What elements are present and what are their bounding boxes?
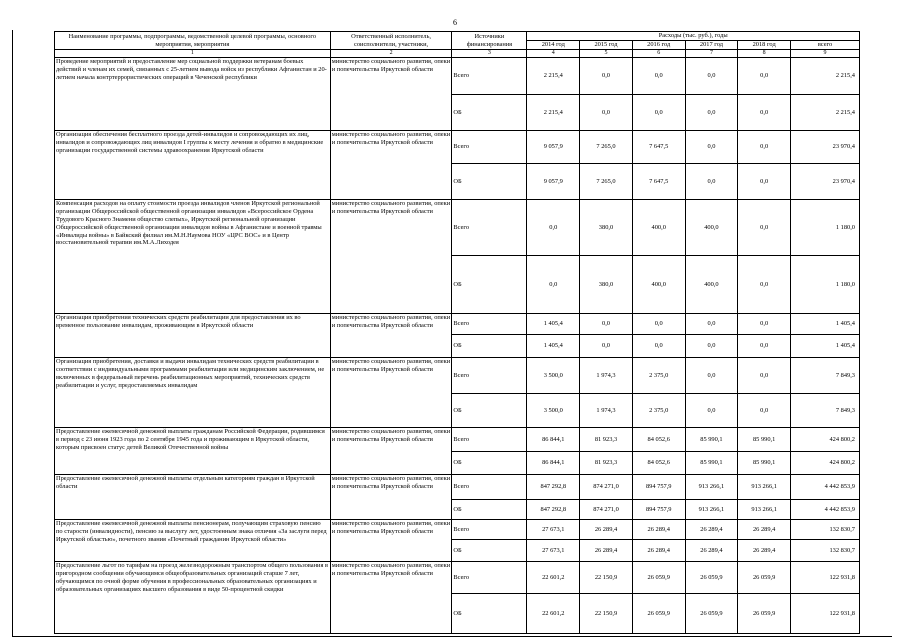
total-value-cell: 122 931,8 [791,562,860,594]
table-row [55,562,860,594]
funding-source-cell: Всего [452,131,527,164]
year-value-cell: 26 289,4 [685,540,738,562]
year-value-cell: 400,0 [632,256,685,314]
executor-cell: министерство социального развития, опеки и попечительства Иркутской области [330,475,452,520]
year-value-cell: 85 990,1 [738,452,791,475]
header-executor: Ответственный исполнитель, соисполнители, участники, [330,32,452,50]
total-value-cell: 2 215,4 [791,58,860,95]
year-value-cell: 0,0 [580,95,633,131]
executor-cell: министерство социального развития, опеки и попечительства Иркутской области [330,131,452,200]
funding-source-cell: ОБ [452,394,527,428]
table-row [55,520,860,540]
year-value-cell: 894 757,9 [632,500,685,520]
year-value-cell: 0,0 [685,95,738,131]
year-value-cell: 0,0 [738,256,791,314]
year-value-cell: 0,0 [685,314,738,335]
year-value-cell: 1 405,4 [527,314,580,335]
funding-source-cell: ОБ [452,500,527,520]
table-row [55,58,860,95]
header-year: 2018 год [738,41,791,50]
year-value-cell: 1 974,3 [580,358,633,394]
column-number: 9 [791,50,860,58]
program-name-cell: Предоставление льгот по тарифам на проезд железнодорожным транспортом общего пользования в пригородном сообщении обучающимся общеобразовательных организаций старше 7 лет, обучающимся по очной форме обучения в профессиональных образовательных организациях и образовательных организациях высшего образования в виде 50-процентной скидки [55,562,331,634]
year-value-cell: 26 289,4 [632,540,685,562]
year-value-cell: 3 500,0 [527,394,580,428]
executor-cell: министерство социального развития, опеки и попечительства Иркутской области [330,562,452,634]
funding-source-cell: Всего [452,475,527,500]
funding-source-cell: ОБ [452,164,527,200]
year-value-cell: 874 271,0 [580,475,633,500]
year-value-cell: 85 990,1 [738,428,791,452]
header-year: 2014 год [527,41,580,50]
year-value-cell: 27 673,1 [527,520,580,540]
year-value-cell: 0,0 [580,335,633,358]
executor-cell: министерство социального развития, опеки и попечительства Иркутской области [330,520,452,562]
program-name-cell: Организация обеспечения бесплатного проезда детей-инвалидов и сопровождающих их лиц, инвалидов и сопровождающих лиц инвалидов I группы к месту лечения и обратно в медицинские организации государственной системы здравоохранения Иркутской области [55,131,331,200]
year-value-cell: 81 923,3 [580,452,633,475]
funding-source-cell: ОБ [452,335,527,358]
total-value-cell: 4 442 853,9 [791,475,860,500]
funding-source-cell: Всего [452,520,527,540]
year-value-cell: 0,0 [738,131,791,164]
year-value-cell: 913 266,1 [738,475,791,500]
page-bottom-line [12,636,892,637]
column-number: 5 [580,50,633,58]
year-value-cell: 0,0 [580,314,633,335]
year-value-cell: 7 647,5 [632,131,685,164]
year-value-cell: 847 292,8 [527,475,580,500]
year-value-cell: 0,0 [685,58,738,95]
total-value-cell: 132 830,7 [791,520,860,540]
year-value-cell: 26 289,4 [580,540,633,562]
year-value-cell: 0,0 [738,164,791,200]
column-number: 7 [685,50,738,58]
year-value-cell: 7 265,0 [580,164,633,200]
year-value-cell: 84 052,6 [632,428,685,452]
funding-source-cell: ОБ [452,256,527,314]
year-value-cell: 0,0 [738,314,791,335]
year-value-cell: 0,0 [738,358,791,394]
funding-source-cell: ОБ [452,95,527,131]
year-value-cell: 81 923,3 [580,428,633,452]
year-value-cell: 86 844,1 [527,428,580,452]
executor-cell: министерство социального развития, опеки и попечительства Иркутской области [330,428,452,475]
funding-source-cell: Всего [452,200,527,256]
year-value-cell: 0,0 [527,256,580,314]
year-value-cell: 7 265,0 [580,131,633,164]
table-row [55,475,860,500]
program-name-cell: Организация приобретения технических средств реабилитации для предоставления их во временное пользование инвалидам, проживающим в Иркутской области [55,314,331,358]
year-value-cell: 22 601,2 [527,562,580,594]
year-value-cell: 26 289,4 [632,520,685,540]
table-row [55,200,860,256]
executor-cell: министерство социального развития, опеки и попечительства Иркутской области [330,358,452,428]
funding-source-cell: Всего [452,314,527,335]
year-value-cell: 9 057,9 [527,164,580,200]
column-number: 4 [527,50,580,58]
year-value-cell: 22 150,9 [580,562,633,594]
total-value-cell: 23 970,4 [791,131,860,164]
year-value-cell: 26 289,4 [738,540,791,562]
column-number: 2 [330,50,452,58]
table-body [55,58,860,634]
year-value-cell: 9 057,9 [527,131,580,164]
year-value-cell: 894 757,9 [632,475,685,500]
program-name-cell: Предоставление ежемесячной денежной выплаты пенсионерам, получающим страховую пенсию по старости (инвалидности), пенсию за выслугу лет, удостоенным знака отличия «За заслуги перед Иркутской областью», почетного звания «Почетный гражданин Иркутской области» [55,520,331,562]
table-row [55,314,860,335]
executor-cell: министерство социального развития, опеки и попечительства Иркутской области [330,200,452,314]
total-value-cell: 1 180,0 [791,200,860,256]
header-program: Наименование программы, подпрограммы, ведомственной целевой программы, основного мероприятия, мероприятия [55,32,331,50]
year-value-cell: 847 292,8 [527,500,580,520]
column-number: 1 [55,50,331,58]
year-value-cell: 84 052,6 [632,452,685,475]
executor-cell: министерство социального развития, опеки и попечительства Иркутской области [330,58,452,131]
funding-source-cell: ОБ [452,452,527,475]
year-value-cell: 26 289,4 [738,520,791,540]
year-value-cell: 913 266,1 [685,475,738,500]
year-value-cell: 0,0 [685,358,738,394]
total-value-cell: 23 970,4 [791,164,860,200]
year-value-cell: 22 601,2 [527,594,580,634]
year-value-cell: 2 215,4 [527,58,580,95]
funding-source-cell: Всего [452,58,527,95]
total-value-cell: 7 849,3 [791,358,860,394]
scan-left-edge [12,30,13,636]
year-value-cell: 0,0 [632,58,685,95]
year-value-cell: 27 673,1 [527,540,580,562]
year-value-cell: 2 215,4 [527,95,580,131]
program-name-cell: Компенсация расходов на оплату стоимости проезда инвалидов членов Иркутской региональной организации Общероссийской общественной организации инвалидов «Всероссийское Ордена Трудового Красного Знамени общество слепых», Иркутской региональной организации Общероссийской общественной организации инвалидов войны в Афганистане и военной травмы «Инвалиды войны» в Байкский филиал им.М.Н.Наумова НОУ «ЦРС ВОС» и в Центр восстановительной терапии им.М.А.Лиходея [55,200,331,314]
column-number: 6 [632,50,685,58]
funding-source-cell: Всего [452,428,527,452]
year-value-cell: 26 059,9 [632,594,685,634]
year-value-cell: 0,0 [527,200,580,256]
year-value-cell: 0,0 [738,58,791,95]
column-number: 3 [452,50,527,58]
program-name-cell: Предоставление ежемесячной денежной выплаты отдельным категориям граждан в Иркутской области [55,475,331,520]
year-value-cell: 26 289,4 [685,520,738,540]
year-value-cell: 0,0 [685,335,738,358]
header-year: 2017 год [685,41,738,50]
funding-source-cell: ОБ [452,540,527,562]
year-value-cell: 1 405,4 [527,335,580,358]
year-value-cell: 913 266,1 [685,500,738,520]
year-value-cell: 0,0 [738,95,791,131]
column-number: 8 [738,50,791,58]
year-value-cell: 400,0 [685,256,738,314]
year-value-cell: 1 974,3 [580,394,633,428]
total-value-cell: 2 215,4 [791,95,860,131]
total-value-cell: 1 405,4 [791,314,860,335]
funding-source-cell: Всего [452,562,527,594]
total-value-cell: 1 405,4 [791,335,860,358]
program-name-cell: Проведение мероприятий и предоставление мер социальной поддержки ветеранам боевых действий и членам их семей, связанных с 25-летием вывода войск из республики Афганистан и 20-летием начала контртеррористических операций в Чеченской республики [55,58,331,131]
year-value-cell: 26 289,4 [580,520,633,540]
year-value-cell: 0,0 [580,58,633,95]
year-value-cell: 0,0 [632,314,685,335]
year-value-cell: 0,0 [632,335,685,358]
year-value-cell: 0,0 [738,335,791,358]
year-value-cell: 913 266,1 [738,500,791,520]
year-value-cell: 26 059,9 [632,562,685,594]
funding-source-cell: Всего [452,358,527,394]
header-source: Источники финансирования [452,32,527,50]
year-value-cell: 380,0 [580,256,633,314]
year-value-cell: 3 500,0 [527,358,580,394]
year-value-cell: 0,0 [738,200,791,256]
year-value-cell: 0,0 [685,394,738,428]
executor-cell: министерство социального развития, опеки и попечительства Иркутской области [330,314,452,358]
year-value-cell: 0,0 [685,164,738,200]
header-year: 2016 год [632,41,685,50]
table-row [55,428,860,452]
total-value-cell: 4 442 853,9 [791,500,860,520]
year-value-cell: 380,0 [580,200,633,256]
header-year: 2015 год [580,41,633,50]
header-total: всего [791,41,860,50]
year-value-cell: 22 150,9 [580,594,633,634]
year-value-cell: 26 059,9 [738,594,791,634]
year-value-cell: 2 375,0 [632,358,685,394]
funding-source-cell: ОБ [452,594,527,634]
year-value-cell: 874 271,0 [580,500,633,520]
year-value-cell: 26 059,9 [738,562,791,594]
expenses-table [54,31,860,634]
year-value-cell: 7 647,5 [632,164,685,200]
total-value-cell: 424 800,2 [791,452,860,475]
table-row [55,358,860,394]
total-value-cell: 424 800,2 [791,428,860,452]
program-name-cell: Организация приобретения, доставки и выдачи инвалидам технических средств реабилитации в соответствии с индивидуальными программами реабилитации или медицинским заключением, не включенных в федеральный перечень реабилитационных мероприятий, технических средств реабилитации и услуг, предоставляемых инвалидам [55,358,331,428]
program-name-cell: Предоставление ежемесячной денежной выплаты гражданам Российской Федерации, родившимся в период с 23 июня 1923 года по 2 сентября 1945 года и проживающим в Иркутской области, которым присвоен статус детей Великой Отечественной войны [55,428,331,475]
year-value-cell: 400,0 [685,200,738,256]
page-number: 6 [453,18,457,27]
header-expenses: Расходы (тыс. руб.), годы [527,32,860,41]
year-value-cell: 2 375,0 [632,394,685,428]
year-value-cell: 0,0 [738,394,791,428]
year-value-cell: 0,0 [685,131,738,164]
year-value-cell: 86 844,1 [527,452,580,475]
year-value-cell: 0,0 [632,95,685,131]
year-value-cell: 85 990,1 [685,452,738,475]
total-value-cell: 1 180,0 [791,256,860,314]
table-row [55,131,860,164]
total-value-cell: 132 830,7 [791,540,860,562]
year-value-cell: 400,0 [632,200,685,256]
total-value-cell: 122 931,8 [791,594,860,634]
year-value-cell: 26 059,9 [685,562,738,594]
total-value-cell: 7 849,3 [791,394,860,428]
year-value-cell: 85 990,1 [685,428,738,452]
year-value-cell: 26 059,9 [685,594,738,634]
